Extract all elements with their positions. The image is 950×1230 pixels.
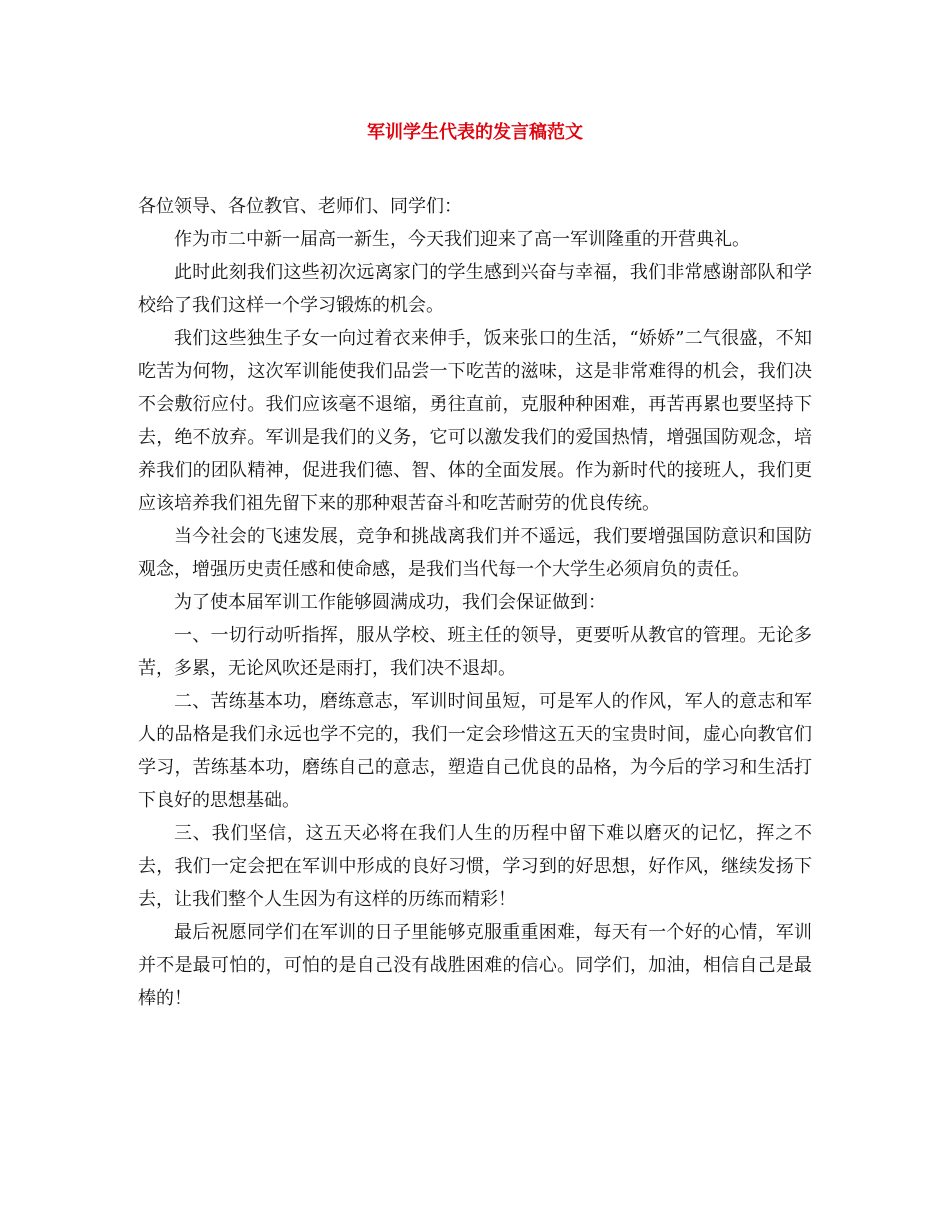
document-body	[138, 190, 812, 1015]
paragraph: 最后祝愿同学们在军训的日子里能够克服重重困难，每天有一个好的心情，军训并不是最可怕的，可怕的是自己没有战胜困难的信心。同学们，加油，相信自己是最棒的！	[138, 922, 812, 1009]
paragraph: 一、一切行动听指挥，服从学校、班主任的领导，更要听从教官的管理。无论多苦，多累，无论风吹还是雨打，我们决不退却。	[138, 625, 812, 679]
paragraph: 我们这些独生子女一向过着衣来伸手，饭来张口的生活，“娇娇”二气很盛，不知吃苦为何物，这次军训能使我们品尝一下吃苦的滋味，这是非常难得的机会，我们决不会敷衍应付。我们应该毫不退缩，勇往直前，克服种种困难，再苦再累也要坚持下去，绝不放弃。军训是我们的义务，它可以激发我们的爱国热情，增强国防观念，培养我们的团队精神，促进我们德、智、体的全面发展。作为新时代的接班人，我们更应该培养我们祖先留下来的那种艰苦奋斗和吃苦耐劳的优良传统。	[138, 328, 812, 514]
paragraph: 作为市二中新一届高一新生，今天我们迎来了高一军训隆重的开营典礼。	[174, 229, 750, 250]
salutation: 各位领导、各位教官、老师们、同学们：	[138, 196, 462, 217]
paragraph: 此时此刻我们这些初次远离家门的学生感到兴奋与幸福，我们非常感谢部队和学校给了我们这样一个学习锻炼的机会。	[138, 262, 812, 316]
paragraph: 二、苦练基本功，磨练意志，军训时间虽短，可是军人的作风，军人的意志和军人的品格是我们永远也学不完的，我们一定会珍惜这五天的宝贵时间，虚心向教官们学习，苦练基本功，磨练自己的意志，塑造自己优良的品格，为今后的学习和生活打下良好的思想基础。	[138, 691, 812, 811]
paragraph: 三、我们坚信，这五天必将在我们人生的历程中留下难以磨灭的记忆，挥之不去，我们一定会把在军训中形成的良好习惯，学习到的好思想，好作风，继续发扬下去，让我们整个人生因为有这样的历练而精彩！	[138, 823, 812, 910]
paragraph: 当今社会的飞速发展，竞争和挑战离我们并不遥远，我们要增强国防意识和国防观念，增强历史责任感和使命感，是我们当代每一个大学生必须肩负的责任。	[138, 526, 812, 580]
paragraph: 为了使本届军训工作能够圆满成功，我们会保证做到：	[174, 592, 606, 613]
document-title: 军训学生代表的发言稿范文	[367, 122, 583, 143]
